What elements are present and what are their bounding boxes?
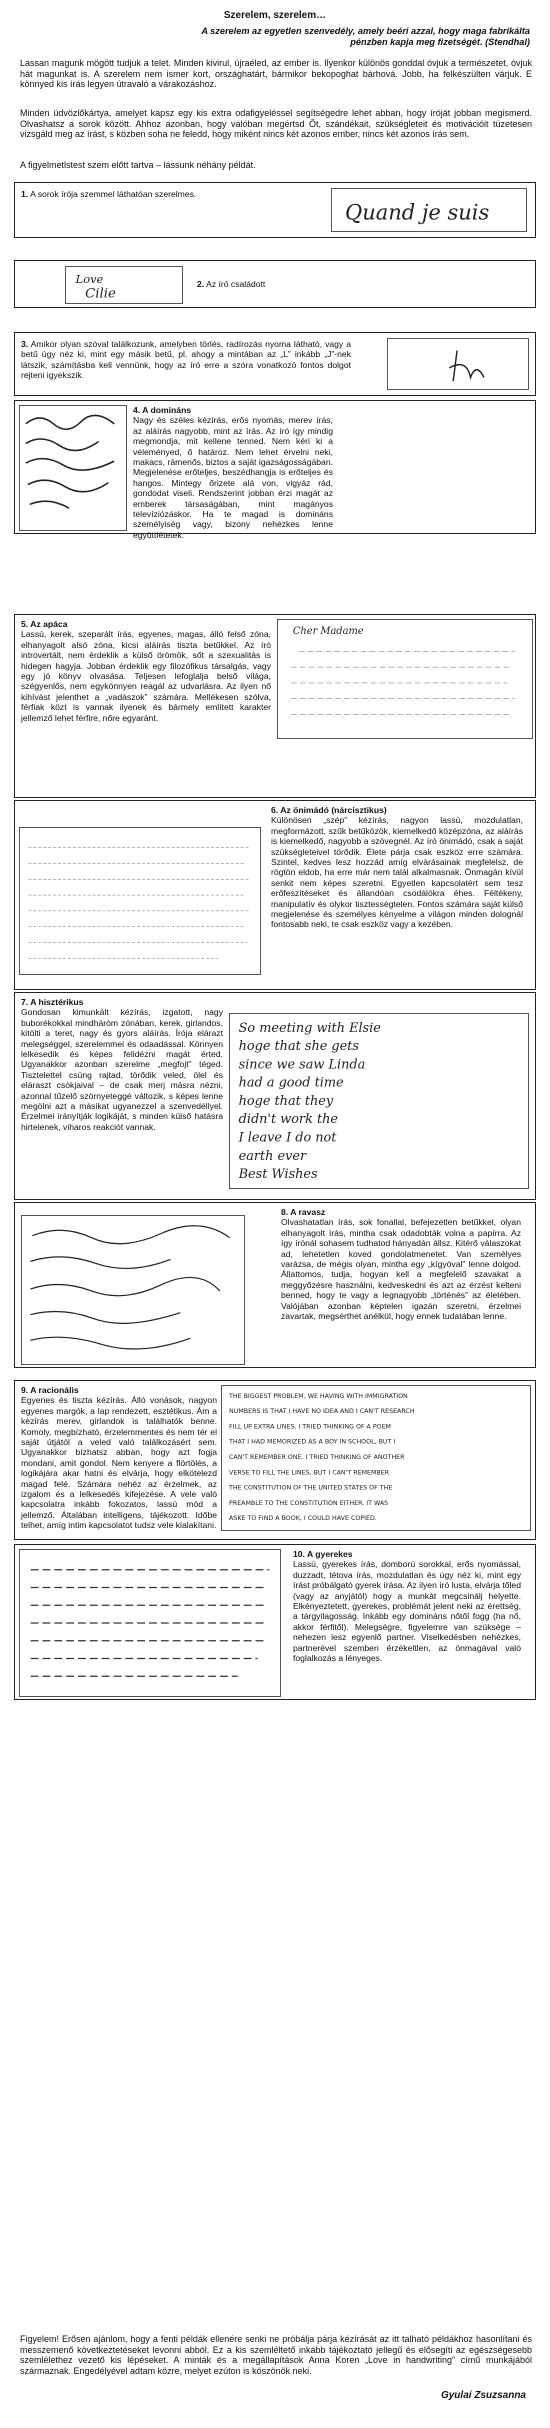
handwriting-line: hoge that she gets — [238, 1039, 359, 1055]
example-3-text: 3. Amikor olyan szóval találkozunk, amelyben törlés, radírozás nyoma látható, vagy a betű úgy néz ki, mint egy másik betű, pl. ahogy a mintában az „L” inkább „J”-nek látszik, számításba kell vennünk, hogy az író erre a szóra vonatkozó fontos dolgot rejteni igyekszik. — [21, 339, 351, 381]
handwriting-sample-10 — [19, 1549, 281, 1697]
handwriting-line: I leave I do not — [238, 1130, 337, 1146]
handwriting-line: FILL UP EXTRA LINES. I TRIED THINKING OF A POEM — [229, 1423, 392, 1431]
example-9-text: 9. A racionális Egyenes és tiszta kézírás. Álló vonások, nagyon egyenes margók, a lap rendezett, esztétikus. Ám a kézírás merev, girlandok is találhatók benne. Komoly, megbízható, érzelemmentes és nem tér el saját útjától a veled való találkozásért sem. Ugyanakkor bízhatsz abban, hogy azt fogja mondani, amit gondol. Nem kenyere a flörtölés, a logikájára akar hatni és elvárja, hogy elkötelezd magad felé. Számára nehéz az érzelmek, az izgalom és a lelkesedés kifejezése. A vele való kapcsolatra inkább fokozatos, lassú mód a jellemző. Általában intelligens, tájékozott. Időbe telhet, amíg intim kapcsolatot tudsz vele kialakítani. — [21, 1385, 217, 1531]
handwriting-sample-9 — [221, 1385, 531, 1531]
example-5-text: 5. Az apáca Lassú, kerek, szeparált írás, egyenes, magas, álló felső zóna, elhanyagolt alsó zóna, kicsi aláírás tiszta betűkkel. Az író introvertált, nem érdeklik a külső örömök, sőt a szexualitás is hidegen hagyja. Jobban érdeklik egy filozófikus társalgás, vagy egy jó könyv olvasása. Teljesen lefoglalja belső világa, szégyenlős, nem egykönnyen reagál az udvarlásra. Az ilyen nő kihívást jelenthet a „vadászok” számára. Mellékesen szólva, férfiak közt is vannak ilyenek és bármely említett karakter jellemző lehet férfire, nőre egyaránt. — [21, 619, 271, 723]
handwriting-line: earth ever — [238, 1148, 307, 1164]
handwriting-line: had a good time — [238, 1075, 344, 1091]
handwriting-sample-3 — [387, 338, 529, 390]
example-box-7 — [14, 992, 536, 1200]
handwriting-image-9 — [222, 1386, 530, 1530]
handwriting-line: since we saw Linda — [238, 1057, 366, 1073]
example-box-1 — [14, 182, 536, 238]
article-title: Szerelem, szerelem… — [223, 10, 327, 21]
handwriting-line: PREAMBLE TO THE CONSTITUTION EITHER. IT WAS — [229, 1499, 389, 1507]
example-10-text: 10. A gyerekes Lassú, gyerekes írás, domború sorokkal, erős nyomással, duzzadt, tétova írás, mozdulatlan és úgy néz ki, mint egy írást próbálgató gyerek írása. Az ilyen író lusta, elvárja tőled (vagy az anyjától) hogy a munkát megcsinálj helyette. Elkényeztetett, gyerekes, problémát jelent neki az érettség, a tárgyilagosság. Inkább egy domináns nőtől fogg (ha nő, akkor férfitől). Melegségre, figyelemre van szüksége – nehezen lesz egyenlő partner. Viselkedésben nehézkes, partnerével szemben érzékeltlen, az önmagával való foglalkozás a lényeges. — [293, 1549, 521, 1664]
handwriting-line: CAN'T REMEMBER ONE. I TRIED THINKING OF ANOTHER — [229, 1453, 405, 1461]
handwriting-sample-6 — [19, 827, 261, 975]
svg-text:Cher Madame: Cher Madame — [292, 625, 364, 637]
example-box-5 — [14, 614, 536, 798]
handwriting-sample-8 — [21, 1215, 245, 1365]
intro-paragraph-1: Lassan magunk mögött tudjuk a telet. Minden kivirul, újraéled, az ember is. Ilyenkor különös gonddal óvjuk a természetet, óvjuk hát magunkat is. A szerelem nem ismer kort, országhatárt, bármikor bekopoghat bárhová. Jobb, ha felkészülten várjuk. E könnyed kis írás legyen útravaló a várakozáshoz. — [20, 58, 532, 90]
example-box-2 — [14, 260, 536, 308]
example-8-text: 8. A ravasz Olvashatatlan írás, sok fonallal, befejezetlen betűkkel, olyan elhanyagolt írás, mintha csak odadobták volna a papírra. Az így írónál sohasem tudhatod hányadán állsz. Kitérő válaszokat ad, lehetetlen koved gondolatmenetet. Van személyes varázsa, de mégis olyan, mintha egy „kígyóval” lenne dolgod. Állattomos, tudja, hogyan kell a megfelelő szavakat a meggyőzésre használni, kedveskedni és azt az érzést kelteni benned, hogy te vagy a legnagyobb „történés” az életében. Valójában azonban képtelen igazán szeretni, érzelmei zavartak, megsérthet anélkül, hogy ennek tudatában lenne. — [281, 1207, 521, 1322]
example-box-9 — [14, 1380, 536, 1540]
example-4-text: 4. A domináns Nagy és széles kézírás, erős nyomás, merev írás, az aláírás nagyobb, mint az írás. Az író így mindig megmondja, mit kellene tenned. Nem kéri ki a véleményed, ő határoz. Nem lehet érvelni neki, makacs, rámenős, biztos a saját igazságosságában. Megjelenése erőteljes, beszédhangja is erőteljes és hangos. Mintegy őrizete alá von, vigyáz rád, gondodat viseli. Rendszerint jobban érzi magát az emberek társaságában, mint magányos televíziózáskor. Ha te magad is domináns személyiség vagy, bizony nehézkes lenne együttlétetek. — [133, 405, 333, 540]
handwriting-sample-7 — [229, 1013, 529, 1189]
handwriting-sample-1 — [331, 188, 527, 232]
handwriting-sample-4 — [19, 405, 127, 531]
example-box-8 — [14, 1202, 536, 1368]
handwriting-line: THE CONSTITUTION OF THE UNITED STATES OF THE — [229, 1484, 393, 1492]
example-1-text: 1. A sorok írója szemmel láthatóan szerelmes. — [21, 189, 197, 199]
svg-text:Cilie: Cilie — [85, 286, 116, 302]
intro-paragraph-3: A figyelmetlstest szem előtt tartva – lássunk néhány példát. — [20, 160, 256, 170]
handwriting-line: ASKE TO FIND A BOOK, I COULD HAVE COPIED. — [229, 1515, 377, 1523]
handwriting-image-7 — [230, 1014, 528, 1188]
author-signature: Gyulai Zsuzsanna — [440, 2390, 526, 2401]
handwriting-sample-2 — [65, 266, 183, 304]
svg-text:Quand je suis: Quand je suis — [345, 200, 490, 225]
handwriting-line: NUMBERS IS THAT I HAVE NO IDEA AND I CAN'T RESEARCH — [229, 1408, 415, 1416]
example-box-4 — [14, 400, 536, 540]
handwriting-image-1 — [332, 189, 526, 231]
svg-text:Love: Love — [75, 272, 104, 287]
example-2-text: 2. Az író családott — [197, 279, 266, 289]
handwriting-line: THAT I HAD MEMORIZED AS A BOY IN SCHOOL, BUT I — [229, 1438, 396, 1446]
footer-paragraph: Figyelem! Erősen ajánlom, hogy a fenti példák ellenére senki ne próbálja párja kézírását az itt talható példákhoz hasonlítani és messzemenő következtetéseket levonni abból. Ez a kis szemléltető inkább tájékoztató jellegű és elősegíti az egészségesebb szemlélethez vezető kis lépéseket. A minták és a megállapítások Anna Koren „Love in handwriting” című munkájából származnak. Engedélyével adtam közre, melyet ezúton is köszönök neki. — [20, 2334, 532, 2376]
example-box-6 — [14, 800, 536, 990]
motto-quote: A szerelem az egyetlen szenvedély, amely beéri azzal, hogy maga fabrikálta pénzben kapja meg fizetségét. (Stendhal) — [201, 26, 530, 47]
example-6-text: 6. Az önimádó (nárcisztikus) Különösen „szép” kézírás, nagyon lassú, mozdulatlan, megformázott, szűk betűközök, kiemelkedő középzóna, az aláírás is kiemelkedő, nagyobb a szövegnél. Az író önimádó, csak a saját szükségleteivel törődik. Élete párja csak eszköz erre számára. Szintel, kedves lesz hozzád amíg elvárásainak megfelelsz, de rögtön eldob, ha erre már nem talál alkalmasnak. Önmagán kívül senkit nem képes szeretni. Egyetlen kapcsolatért sem tesz erőfeszítéseket és állandóan csodálókra éhes. Féltékeny, manipulatív és olykor tisztességtelen. Fontos számára saját külső megjelenése és személyes kényelme a világon minden dolognál fontosabb neki, te csak eszköz vagy a kezében. — [271, 805, 523, 930]
handwriting-line: VERSE TO FILL THE LINES, BUT I CAN'T REMEMBER — [229, 1469, 390, 1477]
handwriting-line: THE BIGGEST PROBLEM, WE HAVING WITH IMMIGRATION — [229, 1392, 408, 1400]
handwriting-line: hoge that they — [238, 1093, 334, 1109]
example-box-10 — [14, 1544, 536, 1700]
intro-paragraph-2: Minden üdvözlőkártya, amelyet kapsz egy kis extra odafigyeléssel segítségedre lehet abban, hogy íróját jobban megismerd. Olvashatsz a sorok között. Ahhoz azonban, hogy valóban megértsd Őt, szándékait, szükségleteit és motivációit tüzetesen vizsgáld meg az írást, s közben soha ne feledd, hogy miként nincs két azonos ember, nincs két azonos írás sem. — [20, 108, 532, 140]
example-box-3 — [14, 332, 536, 396]
handwriting-sample-5 — [277, 619, 533, 739]
handwriting-line: didn't work the — [238, 1112, 338, 1128]
handwriting-line: So meeting with Elsie — [238, 1020, 381, 1036]
handwriting-line: Best Wishes — [238, 1167, 318, 1183]
example-7-text: 7. A hisztérikus Gondosan kimunkált kézírás, izgatott, nagy buborékokkal mindháróm zónában, kerek, girlandos, kitölti a teret, nagy és gyors aláírás. Írója elárazt melegséggel, szerelemmel és odaadással. Könnyen lelkesedik és képes felidézni magát érted. Ugyanakkor azonban szerelme „megfojt” téged. Tisztelettel csúng rajtad, törődik veled, ölel és eláraszt csókjaival – de csak merj másra nézni, azonnal tűzelő szörnyeteggé változik, s képes lenne megölni azt a másikat ugyanezzel a szenvedéllyel. Érzelmei irányítják logikáját, s minden külső hatásra hirtelenek, viharos reakciót vannak. — [21, 997, 223, 1132]
